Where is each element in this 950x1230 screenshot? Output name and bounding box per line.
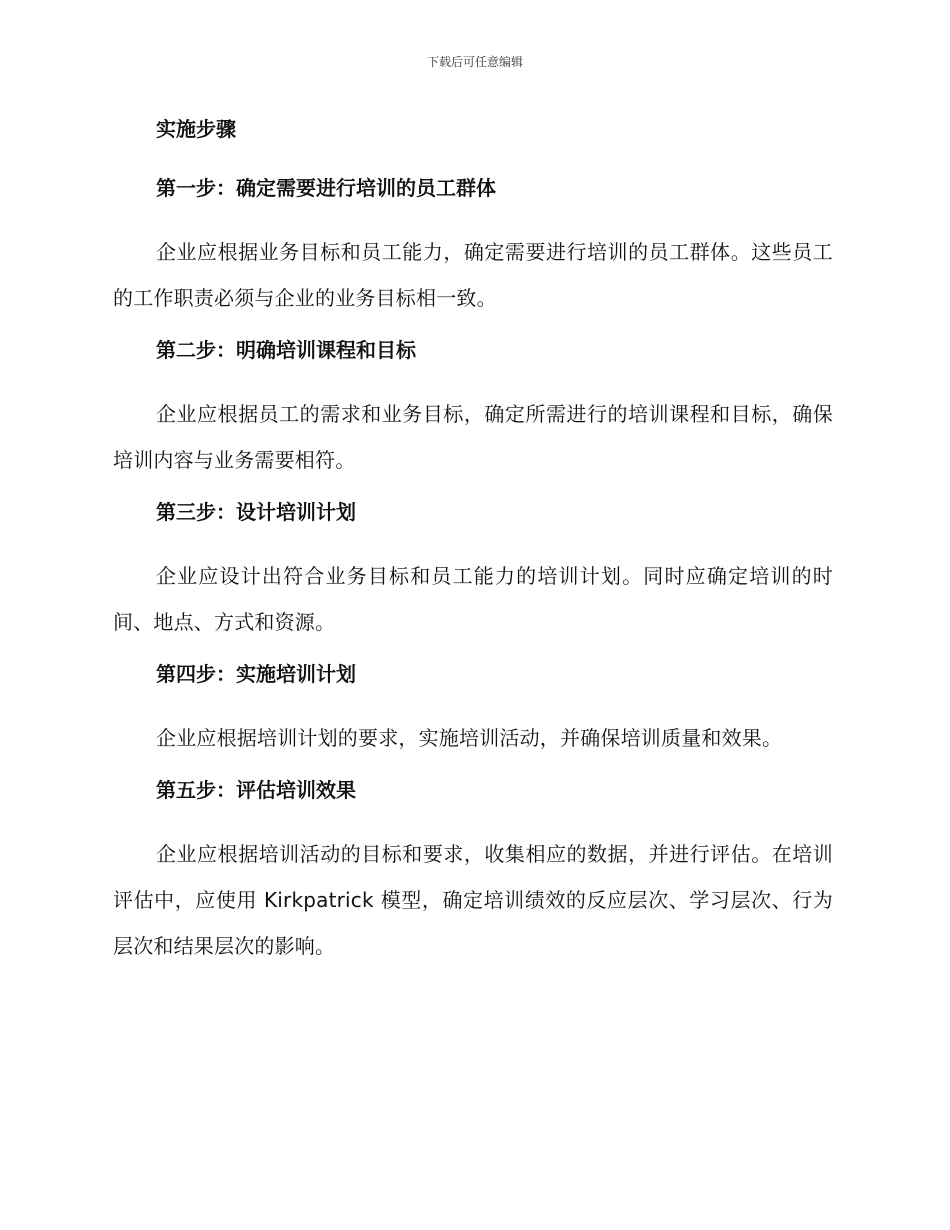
- document-content: [113, 112, 833, 981]
- step-1-body: 企业应根据业务目标和员工能力，确定需要进行培训的员工群体。这些员工的工作职责必须与企业的业务目标相一致。: [113, 240, 833, 310]
- step-2-title: 第二步：明确培训课程和目标: [156, 338, 416, 362]
- step-5-title: 第五步：评估培训效果: [156, 778, 356, 802]
- step-3-title: 第三步：设计培训计划: [156, 500, 356, 524]
- step-1-title: 第一步：确定需要进行培训的员工群体: [156, 176, 496, 200]
- page-header: 下载后可任意编辑: [426, 55, 523, 69]
- step-2-body: 企业应根据员工的需求和业务目标，确定所需进行的培训课程和目标，确保培训内容与业务需要相符。: [113, 402, 833, 472]
- section-title: 实施步骤: [156, 117, 236, 141]
- step-3-body: 企业应设计出符合业务目标和员工能力的培训计划。同时应确定培训的时间、地点、方式和资源。: [113, 564, 833, 634]
- step-4-body: 企业应根据培训计划的要求，实施培训活动，并确保培训质量和效果。: [156, 726, 783, 750]
- step-4-title: 第四步：实施培训计划: [156, 662, 356, 686]
- step-5-body: 企业应根据培训活动的目标和要求，收集相应的数据，并进行评估。在培训评估中，应使用 Kirkpatrick 模型，确定培训绩效的反应层次、学习层次、行为层次和结果层次的影响。: [113, 842, 833, 958]
